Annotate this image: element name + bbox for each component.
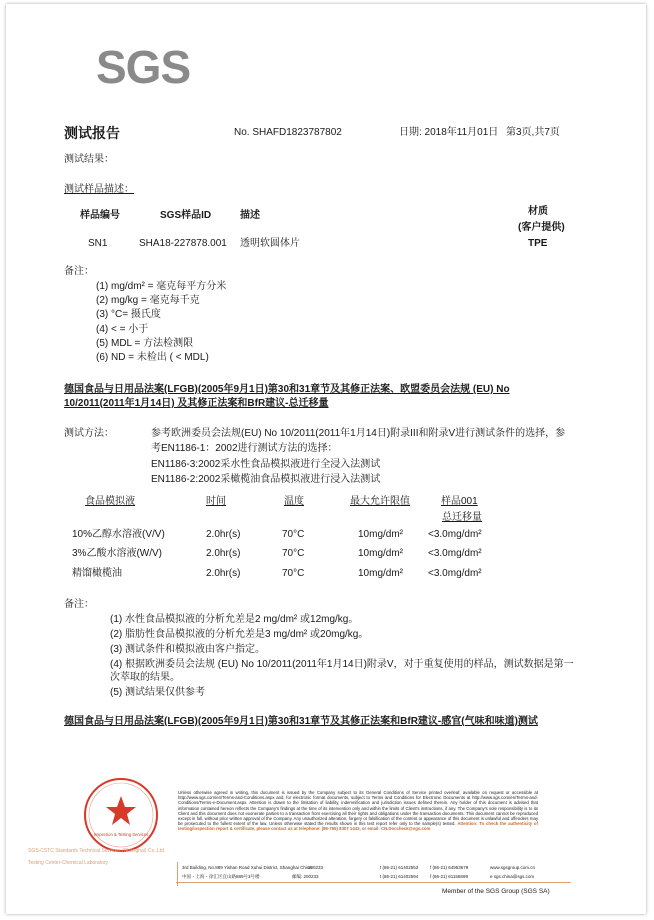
star-icon xyxy=(106,796,136,825)
zip-en: 200233 xyxy=(308,865,324,870)
fax-2: f (86-21) 61156899 xyxy=(430,874,468,879)
notes1-label: 备注： xyxy=(64,266,94,277)
section1-heading-line2: 10/2011(2011年1月14日) 及其修正法案和BfR建议-总迁移量 xyxy=(64,398,329,409)
col-overall-migration: 总迁移量 xyxy=(442,512,482,523)
test-result-label: 测试结果： xyxy=(64,154,114,165)
cell-limit: 10mg/dm² xyxy=(358,548,404,559)
email-link[interactable]: e sgs.china@sgs.com xyxy=(490,874,535,879)
report-title: 测试报告 xyxy=(64,125,120,141)
note-item: (6) ND = 未检出 ( < MDL) xyxy=(96,352,209,363)
method-line: 考EN1186-1：2002进行测试方法的选择： xyxy=(151,443,338,454)
method-line: 参考欧洲委员会法规(EU) No 10/2011(2011年1月14日)附录III和附录V进行测试条件的选择，参 xyxy=(151,428,566,439)
cell-time: 2.0hr(s) xyxy=(206,529,241,540)
report-date: 日期: 2018年11月01日 xyxy=(399,127,499,138)
address-cn: 中国・上海・徐汇区宜山路889号3号楼 xyxy=(182,874,260,879)
col-sample-001: 样品001 xyxy=(441,496,478,507)
cell-time: 2.0hr(s) xyxy=(206,568,241,579)
cell-temperature: 70°C xyxy=(282,568,305,579)
cell-simulant: 10%乙醇水溶液(V/V) xyxy=(72,529,165,540)
stamp-company: SGS-CSTC Standards Technical Services (Shanghai) Co.,Ltd. xyxy=(28,848,166,854)
website-link[interactable]: www.sgsgroup.com.cn xyxy=(490,865,536,870)
company-stamp xyxy=(82,776,160,854)
note-item: (4) < = 小于 xyxy=(96,324,149,335)
col-max-limit: 最大允许限值 xyxy=(350,496,410,507)
sample-desc-heading: 测试样品描述： xyxy=(64,184,134,195)
section1-heading: 德国食品与日用品法案(LFGB)(2005年9月1日)第30和31章节及其修正法案、欧盟委员会法规 (EU) No xyxy=(64,384,510,395)
page-number: 第3页,共7页 xyxy=(506,127,560,138)
report-page xyxy=(6,4,646,914)
note-item: (3) °C= 摄氏度 xyxy=(96,309,161,320)
footer-divider xyxy=(176,882,571,883)
note-item: (2) 脂肪性食品模拟液的分析允差是3 mg/dm² 或20mg/kg。 xyxy=(110,629,369,640)
method-label: 测试方法： xyxy=(64,428,114,439)
note-item: (1) mg/dm² = 毫克每平方分米 xyxy=(96,281,227,292)
note-item: (2) mg/kg = 毫克每千克 xyxy=(96,295,200,306)
cell-result: <3.0mg/dm² xyxy=(428,568,482,579)
col-time: 时间 xyxy=(206,496,226,507)
telephone-2: t (86-21) 61402594 xyxy=(380,874,419,879)
sample-id: SHA18-227878.001 xyxy=(139,238,227,249)
cell-limit: 10mg/dm² xyxy=(358,568,404,579)
cell-limit: 10mg/dm² xyxy=(358,529,404,540)
fax-1: f (86-21) 64953679 xyxy=(430,865,469,870)
col-simulant: 食品模拟液 xyxy=(85,496,135,507)
disclaimer xyxy=(178,790,538,832)
note-item: (4) 根据欧洲委员会法规 (EU) No 10/2011(2011年1月14日)附录V，对于重复使用的样品，测试数据是第一 xyxy=(110,659,574,670)
disclaimer-text: Unless otherwise agreed in writing, this document is issued by the Company subject to its General Conditions of Service printed overleaf, available on request or accessible at http://www.sgs.com/en/Terms-and-Conditions.aspx and, for electronic format documents, subject to Terms and Conditions for Electronic Documents at http://www.sgs.com/en/Terms-and-Conditions/Terms-e-Document.aspx. Attention is drawn to the limitation of liability, indemnification and jurisdiction issues defined therein. Any holder of this document is advised that information contained hereon reflects the Company's findings at the time of its intervention only and within the limits of Client's instructions, if any. The Company's sole responsibility is to its Client and this document does not exonerate parties to a transaction from exercising all their rights and obligations under the transaction documents. This document cannot be reproduced except in full, without prior written approval of the Company. Any unauthorized alteration, forgery or falsification of the content or appearance of this document is unlawful and offenders may be prosecuted to the fullest extent of the law. Unless otherwise stated the results shown in this test report refer only to the sample(s) tested. xyxy=(178,790,538,827)
col-temperature: 温度 xyxy=(284,496,304,507)
note-item: (5) 测试结果仅供参考 xyxy=(110,687,205,698)
cell-simulant: 3%乙酸水溶液(W/V) xyxy=(72,548,162,559)
cell-temperature: 70°C xyxy=(282,548,305,559)
col-sgs-id: SGS样品ID xyxy=(160,210,212,221)
note-item: (5) MDL = 方法检测限 xyxy=(96,338,194,349)
cell-result: <3.0mg/dm² xyxy=(428,548,482,559)
col-material-sub: (客户提供) xyxy=(518,222,565,233)
stamp-label: Inspection & Testing Services xyxy=(93,832,149,837)
note-item: 次萃取的结果。 xyxy=(110,672,180,683)
telephone-1: t (86-21) 61402553 xyxy=(380,865,419,870)
cell-simulant: 精馏橄榄油 xyxy=(72,568,122,579)
notes2-label: 备注： xyxy=(64,599,94,610)
col-sample-no: 样品编号 xyxy=(80,210,120,221)
cell-time: 2.0hr(s) xyxy=(206,548,241,559)
stamp-center: Testing Center-Chemical Laboratory xyxy=(28,860,109,866)
note-item: (3) 测试条件和模拟液由客户指定。 xyxy=(110,644,265,655)
sgs-member-note: Member of the SGS Group (SGS SA) xyxy=(442,888,550,895)
sgs-logo: SGS xyxy=(96,41,191,93)
col-desc: 描述 xyxy=(240,210,260,221)
section2-heading: 德国食品与日用品法案(LFGB)(2005年9月1日)第30和31章节及其修正法案和BfR建议-感官(气味和味道)测试 xyxy=(64,716,538,727)
sample-material: TPE xyxy=(528,238,548,249)
note-item: (1) 水性食品模拟液的分析允差是2 mg/dm² 或12mg/kg。 xyxy=(110,614,359,625)
cell-temperature: 70°C xyxy=(282,529,305,540)
cell-result: <3.0mg/dm² xyxy=(428,529,482,540)
zip-cn: 邮编: 200233 xyxy=(292,874,319,879)
method-line: EN1186-2:2002采橄榄油食品模拟液进行浸入法测试 xyxy=(151,474,381,485)
col-material: 材质 xyxy=(528,206,548,217)
sample-description: 透明软圆体片 xyxy=(240,238,300,249)
sample-no: SN1 xyxy=(88,238,108,249)
authenticity-notice: Attention: To check the authenticity of testing/inspection report & certificate, please contact us at telephone: (86-755) 8307 1443, or email: CN.Doccheck@sgs.com xyxy=(178,821,538,832)
method-line: EN1186-3:2002采水性食品模拟液进行全浸入法测试 xyxy=(151,459,381,470)
report-number: No. SHAFD1823787802 xyxy=(234,127,342,138)
address-en: 3rd Building, No.889 Yishan Road Xuhui District, Shanghai China xyxy=(182,865,312,870)
